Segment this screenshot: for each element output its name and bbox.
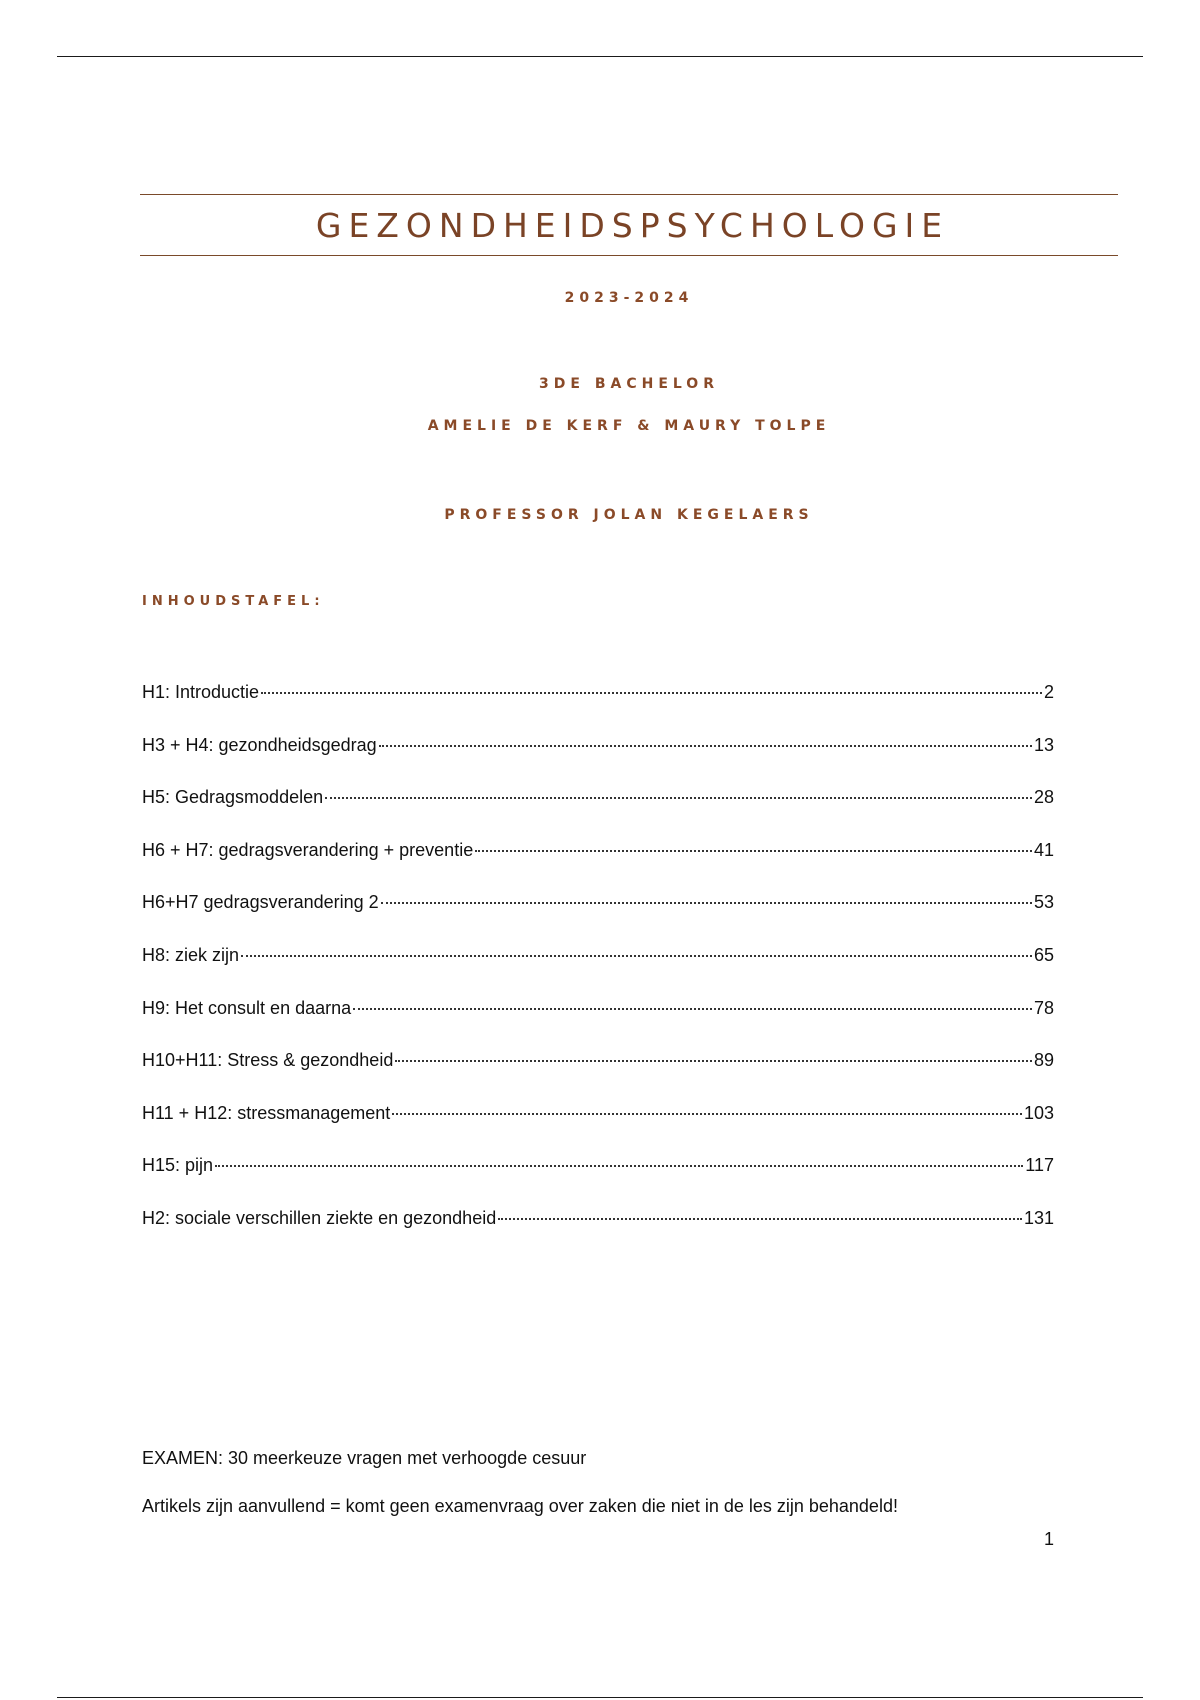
academic-year: 2023-2024 — [564, 290, 694, 306]
toc-item-label: H8: ziek zijn — [142, 944, 240, 965]
exam-note: EXAMEN: 30 meerkeuze vragen met verhoogde cesuur — [142, 1448, 587, 1468]
toc-item-page: 131 — [1023, 1207, 1054, 1228]
toc-item-label: H2: sociale verschillen ziekte en gezondheid — [142, 1207, 497, 1228]
page-bottom-rule — [57, 1697, 1143, 1698]
toc-item-label: H5: Gedragsmoddelen — [142, 787, 324, 808]
toc-item-h2[interactable] — [142, 1208, 1054, 1261]
toc-item-label: H11 + H12: stressmanagement — [142, 1102, 391, 1123]
toc-item-h6-h7[interactable] — [142, 840, 1054, 893]
toc-item-page: 65 — [1033, 944, 1054, 965]
toc-leader-dots — [261, 692, 1042, 694]
toc-item-label: H10+H11: Stress & gezondheid — [142, 1050, 394, 1071]
professor: PROFESSOR JOLAN KEGELAERS — [444, 507, 814, 523]
toc-leader-dots — [475, 850, 1032, 852]
title-box — [140, 194, 1118, 256]
toc-leader-dots — [381, 902, 1032, 904]
toc-item-page: 117 — [1025, 1155, 1054, 1176]
document-title: GEZONDHEIDSPSYCHOLOGIE — [315, 205, 950, 245]
toc-leader-dots — [379, 745, 1032, 747]
toc-item-h5[interactable] — [142, 787, 1054, 840]
toc-item-h1[interactable] — [142, 682, 1054, 735]
toc-item-h6-h7-part2[interactable] — [142, 892, 1054, 945]
toc-item-h11-h12[interactable] — [142, 1103, 1054, 1156]
toc-item-label: H15: pijn — [142, 1155, 214, 1176]
toc-item-h15[interactable] — [142, 1155, 1054, 1208]
toc-item-label: H6+H7 gedragsverandering 2 — [142, 892, 379, 913]
toc-item-h3-h4[interactable] — [142, 735, 1054, 788]
table-of-contents — [142, 682, 1054, 1261]
toc-item-page: 78 — [1033, 997, 1054, 1018]
toc-item-page: 13 — [1033, 734, 1054, 755]
toc-item-label: H6 + H7: gedragsverandering + preventie — [142, 839, 474, 860]
toc-item-page: 41 — [1033, 839, 1054, 860]
toc-item-page: 28 — [1033, 787, 1054, 808]
study-level: 3DE BACHELOR — [539, 376, 719, 392]
toc-item-page: 103 — [1023, 1102, 1054, 1123]
toc-heading: INHOUDSTAFEL: — [142, 594, 325, 609]
toc-leader-dots — [325, 797, 1032, 799]
toc-item-page: 53 — [1033, 892, 1054, 913]
toc-item-label: H1: Introductie — [142, 682, 260, 702]
toc-leader-dots — [353, 1008, 1032, 1010]
toc-item-page: 89 — [1033, 1050, 1054, 1071]
toc-leader-dots — [498, 1218, 1022, 1220]
toc-item-label: H9: Het consult en daarna — [142, 997, 352, 1018]
toc-item-page: 2 — [1043, 682, 1054, 702]
toc-leader-dots — [241, 955, 1032, 957]
toc-leader-dots — [392, 1113, 1022, 1115]
document-page — [140, 0, 1118, 1700]
articles-note: Artikels zijn aanvullend = komt geen examenvraag over zaken die niet in de les zijn behandeld! — [142, 1496, 898, 1516]
toc-leader-dots — [395, 1060, 1032, 1062]
toc-leader-dots — [215, 1165, 1023, 1167]
toc-item-h8[interactable] — [142, 945, 1054, 998]
toc-item-h10-h11[interactable] — [142, 1050, 1054, 1103]
toc-item-label: H3 + H4: gezondheidsgedrag — [142, 734, 377, 755]
page-number: 1 — [1043, 1529, 1054, 1549]
toc-item-h9[interactable] — [142, 998, 1054, 1051]
authors: AMELIE DE KERF & MAURY TOLPE — [427, 418, 831, 434]
